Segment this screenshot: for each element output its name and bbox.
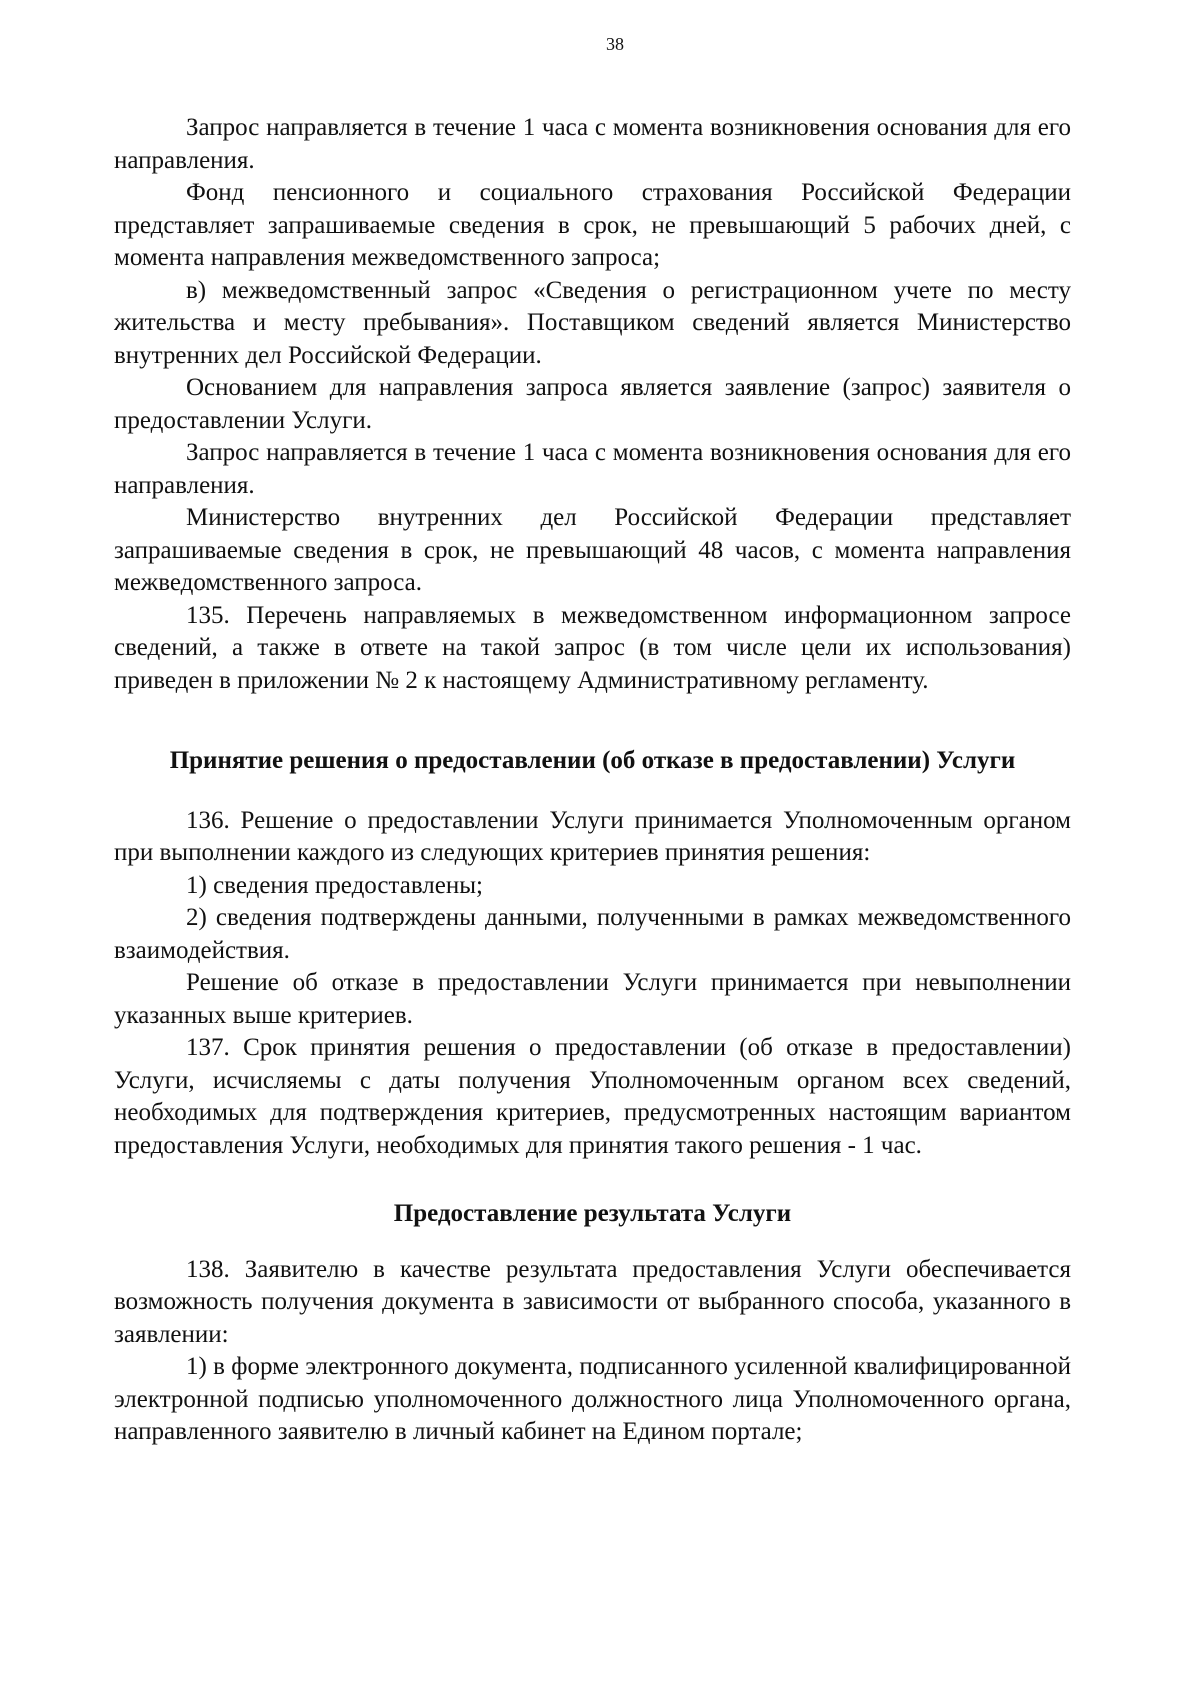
spacer [114, 1231, 1071, 1254]
paragraph: Основанием для направления запроса является заявление (запрос) заявителя о предоставлении Услуги. [114, 374, 1071, 434]
paragraph: 135. Перечень направляемых в межведомственном информационном запросе сведений, а также в ответе на такой запрос (в том числе цели их использования) приведен в приложении № 2 к настоящему Административному регламенту. [114, 601, 1071, 694]
paragraph: Запрос направляется в течение 1 часа с момента возникновения основания для его направления. [114, 439, 1071, 499]
spacer [114, 1162, 1071, 1198]
spacer [114, 778, 1071, 805]
section-heading-decision: Принятие решения о предоставлении (об отказе в предоставлении) Услуги [169, 747, 1016, 774]
paragraph: 138. Заявителю в качестве результата предоставления Услуги обеспечивается возможность получения документа в зависимости от выбранного способа, указанного в заявлении: [114, 1255, 1071, 1348]
paragraph: в) межведомственный запрос «Сведения о регистрационном учете по месту жительства и месту пребывания». Поставщиком сведений является Министерство внутренних дел Российской Федерации. [114, 276, 1071, 369]
paragraph: 137. Срок принятия решения о предоставлении (об отказе в предоставлении) Услуги, исчисляемы с даты получения Уполномоченным органом всех сведений, необходимых для подтверждения критериев, предусмотренных настоящим вариантом предоставления Услуги, необходимых для принятия такого решения - 1 час. [114, 1034, 1071, 1159]
document-body [114, 112, 1071, 1449]
list-item: 1) сведения предоставлены; [186, 871, 483, 899]
page-number: 38 [606, 34, 624, 54]
spacer [114, 697, 1071, 745]
list-item: 2) сведения подтверждены данными, полученными в рамках межведомственного взаимодействия. [114, 904, 1071, 964]
list-item: 1) в форме электронного документа, подписанного усиленной квалифицированной электронной подписью уполномоченного должностного лица Уполномоченного органа, направленного заявителю в личный кабинет на Едином портале; [114, 1353, 1071, 1445]
paragraph: Запрос направляется в течение 1 часа с момента возникновения основания для его направления. [114, 114, 1071, 174]
paragraph: Фонд пенсионного и социального страхования Российской Федерации представляет запрашиваемые сведения в срок, не превышающий 5 рабочих дней, с момента направления межведомственного запроса; [114, 179, 1071, 271]
paragraph: 136. Решение о предоставлении Услуги принимается Уполномоченным органом при выполнении каждого из следующих критериев принятия решения: [114, 806, 1071, 866]
section-heading-result: Предоставление результата Услуги [393, 1200, 792, 1227]
paragraph: Решение об отказе в предоставлении Услуги принимается при невыполнении указанных выше критериев. [114, 969, 1071, 1029]
paragraph: Министерство внутренних дел Российской Федерации представляет запрашиваемые сведения в срок, не превышающий 48 часов, с момента направления межведомственного запроса. [114, 504, 1071, 596]
